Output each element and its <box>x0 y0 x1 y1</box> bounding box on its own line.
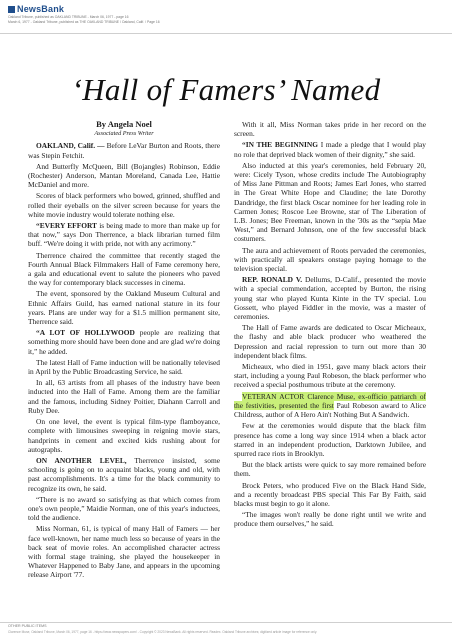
lead-in: “A LOT OF HOLLYWOOD <box>36 328 135 338</box>
paragraph <box>234 120 426 138</box>
paragraph-text: Few at the ceremonies would dispute that the black film presence has come a long way since 1914 when a black actor starred in an independent production, Darktown Jubilee, and spurred race riots in Brooklyn. <box>234 421 426 458</box>
paragraph-text: And Butterfly McQueen, Bill (Bojangles) Robinson, Eddie (Rochester) Anderson, Mantan Moreland, Canada Lee, Hattie McDaniel and more. <box>28 161 220 190</box>
paragraph-text: Dellums, D-Calif., presented the movie with a special commendation, accepted by Burton, the rising young star who played Kunta Kinte in the TV special. Lou Gossett, who played Fiddler in the movie, was a master of ceremonies. <box>234 275 426 322</box>
paragraph <box>28 251 220 288</box>
paragraph-text: The latest Hall of Fame induction will be nationally televised in April by the Public Broadcasting Service, he said. <box>28 357 220 377</box>
paragraph-text: Scores of black performers who bowed, grinned, shuffled and rolled their eyeballs on the silver screen because for years the white movie industry would tolerate nothing else. <box>28 191 220 219</box>
paragraph <box>28 162 220 190</box>
paragraph <box>234 246 426 274</box>
paragraph <box>234 460 426 478</box>
paragraph <box>234 392 426 420</box>
paragraph-text: Paul Robeson award to Alice Childress, author of A Hero Ain't Nothing But A Sandwich. <box>234 400 426 420</box>
paragraph <box>234 161 426 244</box>
paragraph <box>234 481 426 509</box>
paragraph-text: On one level, the event is typical film-type flamboyance, complete with limousines sweeping in reigning movie stars, handprints in cement and excited kids rushing about for autographs. <box>28 417 220 454</box>
paragraph <box>28 289 220 326</box>
logo-text: NewsBank <box>17 4 65 14</box>
paragraph-text: Therrence insisted, some schooling is going on to acquaint blacks, young and old, with past accomplishments. It's a time for the black community to recognize its own, he said. <box>28 455 221 493</box>
right-body <box>234 120 426 529</box>
paragraph-text: “There is no award so satisfying as that which comes from one's own people,” Maidie Norman, one of this year's inductees, told the audience. <box>28 494 220 523</box>
paragraph-text: people are realizing that something more should have been done and are glad we're doing it,” he added. <box>28 328 220 356</box>
paragraph <box>28 141 220 159</box>
paragraph-text: Miss Norman, 61, is typical of many Hall of Famers — her face well-known, her name much less so because of years in the back seat of movie roles. An accomplished character actress with formal stage training, she played the housekeeper in Whatever Happened to Baby Jane, and appears in the upcoming release Airport '77. <box>28 524 220 580</box>
paragraph-text: is being made to more than make up for that now,” says Don Therrence, a black librarian turned film buff. “We're doing it with pride, not with any acrimony.” <box>28 221 220 249</box>
lead-in: REP. RONALD V. <box>242 275 303 285</box>
lead-in: “EVERY EFFORT <box>36 221 97 231</box>
paragraph-text: Micheaux, who died in 1951, gave many black actors their start, including a young Paul Robeson, the black performer who received a special posthumous tribute at the ceremony. <box>234 362 426 390</box>
paragraph-text: But the black artists were quick to say more remained before them. <box>234 460 426 479</box>
dateline: OAKLAND, Calif. — <box>36 141 105 151</box>
paragraph-text: Before LeVar Burton and Roots, there was Stepin Fetchit. <box>28 141 220 160</box>
paragraph <box>28 221 220 249</box>
logo-mark-icon <box>8 6 15 13</box>
paragraph-text: With it all, Miss Norman takes pride in her record on the screen. <box>234 120 426 139</box>
paragraph <box>28 358 220 376</box>
article-headline: ‘Hall of Famers’ Named <box>71 72 381 107</box>
paragraph <box>234 421 426 458</box>
byline-role: Associated Press Writer <box>94 130 154 138</box>
footer-label: OTHER PUBLIC ITEMS <box>8 624 47 628</box>
paragraph <box>28 328 220 356</box>
paragraph <box>234 510 426 528</box>
footer-citation: Clarence Muse, Oakland Tribune, March 06, 1977, page 16 - https://www.newspapers.com/ - Copyright © 2023 NewsBank. All rights reserved. Readex. Oakland Tribune archives; digitized article image for reference only. <box>8 630 318 634</box>
lead-in: ON ANOTHER LEVEL, <box>36 455 127 465</box>
paragraph-text: “The images won't really be done right until we write and produce them ourselves,” he said. <box>234 510 426 529</box>
byline: By Angela Noel <box>96 119 152 129</box>
footer-divider <box>0 622 452 623</box>
citation-line-secondary: March 6, 1977 - Oakland Tribune, published as THE OAKLAND TRIBUNE / Oakland, Calif. / Page 16 <box>8 20 160 24</box>
article-column-left <box>28 120 220 582</box>
paragraph-text: The event, sponsored by the Oakland Museum Cultural and Ethnic Affairs Guild, has earned national stature in its four years. Plans are under way for a $1.5 million permanent site, Therrence said. <box>28 289 220 327</box>
paragraph <box>28 495 220 523</box>
paragraph <box>28 524 220 579</box>
paragraph <box>28 378 220 415</box>
paragraph-text: Also inducted at this year's ceremonies, held February 20, were: Cicely Tyson, whose credits include The Autobiography of Miss Jane Pittman and Roots; James Earl Jones, who starred in The Great White Hope and Claudine; the late Dorothy Dandridge, the first black Oscar nominee for her leading role in Carmen Jones; Roscoe Lee Browne, star of The Liberation of L.B. Jones; Bee Freeman, known in the '30s as the “sepia Mae West,” and Bernard Johnson, one of the few successful black costumers. <box>234 160 426 244</box>
paragraph-text: In all, 63 artists from all phases of the industry have been inducted into the Hall of Fame. Among them are the familiar and the famous, including Sidney Poitier, Diahann Carroll and Ruby Dee. <box>28 378 220 415</box>
citation-line: Oakland Tribune, published as OAKLAND TRIBUNE - March 06, 1977 - page 16 <box>8 15 129 19</box>
paragraph <box>28 191 220 219</box>
paragraph <box>234 275 426 321</box>
highlighted-text: VETERAN ACTOR Clarence Muse, ex-officio patriarch of the festivities, presented the first <box>234 391 426 410</box>
paragraph <box>234 323 426 360</box>
paragraph-text: The aura and achievement of Roots pervaded the ceremonies, with practically all speakers onstage paying homage to the television special. <box>234 245 426 274</box>
paragraph <box>28 417 220 454</box>
paragraph-text: The Hall of Fame awards are dedicated to Oscar Micheaux, the flashy and able black producer who weathered the Depression and racial repression to turn out more than 30 independent black films. <box>234 323 426 360</box>
lead-in: “IN THE BEGINNING <box>242 140 318 150</box>
paragraph-text: I made a pledge that I would play no role that deprived black women of their dignity,” she said. <box>234 140 426 159</box>
paragraph-text: Therrence chaired the committee that recently staged the Fourth Annual Black Filmmakers Hall of Fame ceremony here, a gala and educational event to salute the pioneers who paved the way for contemporary black successes in cinema. <box>28 250 220 288</box>
left-body <box>28 141 220 579</box>
paragraph <box>234 140 426 158</box>
newsbank-logo[interactable] <box>8 4 64 14</box>
article-column-right <box>234 120 426 531</box>
paragraph <box>234 362 426 390</box>
paragraph <box>28 456 220 493</box>
archive-header <box>0 0 452 34</box>
paragraph-text: Brock Peters, who produced Five on the Black Hand Side, and a recently broadcast PBS special This Far By Faith, said blacks must begin to go it alone. <box>234 480 426 508</box>
